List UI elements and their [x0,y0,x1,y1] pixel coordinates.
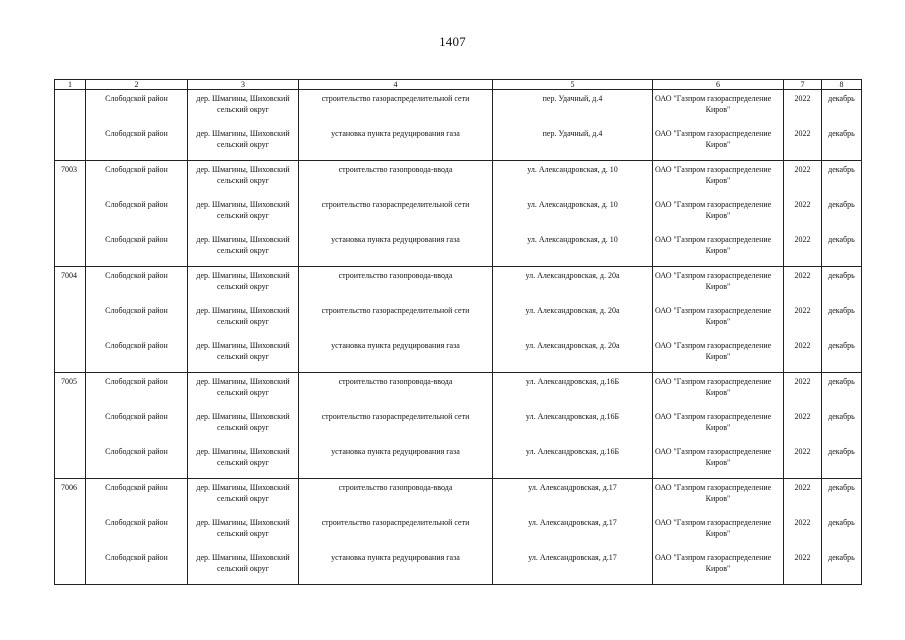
address-cell: ул. Александровская, д. 10 [493,196,653,231]
district-cell: Слободской район [86,161,188,197]
work-cell: установка пункта редуцирования газа [299,337,493,373]
organization-line: ОАО "Газпром газораспределение [655,483,772,492]
month-cell: декабрь [822,231,862,267]
district-cell: Слободской район [86,479,188,515]
settlement-cell [188,514,299,549]
address-cell: ул. Александровская, д. 10 [493,231,653,267]
settlement-line: сельский округ [217,458,269,467]
record-number: 7004 [55,267,86,303]
settlement-line: сельский округ [217,423,269,432]
organization-line: ОАО "Газпром газораспределение [655,94,772,103]
month-cell: декабрь [822,196,862,231]
address-cell: ул. Александровская, д. 20а [493,337,653,373]
column-header: 1 [55,80,86,90]
month-cell: декабрь [822,373,862,409]
year-cell: 2022 [784,90,822,126]
address-cell: ул. Александровская, д. 20а [493,302,653,337]
district-cell: Слободской район [86,267,188,303]
record-number [55,408,86,443]
settlement-line: сельский округ [217,176,269,185]
work-cell: строительство газораспределительной сети [299,514,493,549]
record-number [55,337,86,373]
settlement-cell [188,373,299,409]
settlement-cell [188,337,299,373]
month-cell: декабрь [822,337,862,373]
settlement-line: сельский округ [217,494,269,503]
organization-line: Киров" [705,176,731,185]
month-cell: декабрь [822,302,862,337]
table-row [55,443,862,479]
address-cell: ул. Александровская, д.17 [493,479,653,515]
settlement-cell [188,408,299,443]
address-cell: ул. Александровская, д.16Б [493,443,653,479]
month-cell: декабрь [822,125,862,161]
address-cell: ул. Александровская, д. 10 [493,161,653,197]
month-cell: декабрь [822,90,862,126]
work-cell: строительство газораспределительной сети [299,302,493,337]
organization-line: Киров" [705,458,731,467]
settlement-cell [188,90,299,126]
settlement-line: сельский округ [217,529,269,538]
organization-line: Киров" [705,140,731,149]
table-row [55,302,862,337]
year-cell: 2022 [784,514,822,549]
settlement-cell [188,443,299,479]
settlement-line: дер. Шмагины, Шиховский [196,129,290,138]
settlement-line: сельский округ [217,140,269,149]
month-cell: декабрь [822,549,862,585]
organization-line: ОАО "Газпром газораспределение [655,341,772,350]
table-row [55,267,862,303]
address-cell: ул. Александровская, д.17 [493,514,653,549]
record-number [55,90,86,126]
organization-line: ОАО "Газпром газораспределение [655,271,772,280]
organization-cell [653,302,784,337]
record-number [55,514,86,549]
column-header: 8 [822,80,862,90]
table-row [55,373,862,409]
settlement-line: дер. Шмагины, Шиховский [196,377,290,386]
settlement-line: дер. Шмагины, Шиховский [196,200,290,209]
settlement-line: дер. Шмагины, Шиховский [196,341,290,350]
year-cell: 2022 [784,161,822,197]
work-cell: установка пункта редуцирования газа [299,443,493,479]
column-header: 3 [188,80,299,90]
record-number [55,125,86,161]
year-cell: 2022 [784,125,822,161]
organization-cell [653,408,784,443]
district-cell: Слободской район [86,373,188,409]
settlement-cell [188,161,299,197]
table-row [55,90,862,126]
settlement-line: сельский округ [217,388,269,397]
organization-line: ОАО "Газпром газораспределение [655,447,772,456]
organization-line: ОАО "Газпром газораспределение [655,412,772,421]
organization-line: Киров" [705,494,731,503]
organization-line: ОАО "Газпром газораспределение [655,235,772,244]
year-cell: 2022 [784,231,822,267]
organization-line: ОАО "Газпром газораспределение [655,306,772,315]
organization-cell [653,161,784,197]
settlement-line: сельский округ [217,105,269,114]
year-cell: 2022 [784,479,822,515]
settlement-line: сельский округ [217,211,269,220]
organization-cell [653,231,784,267]
district-cell: Слободской район [86,90,188,126]
table-row [55,408,862,443]
work-cell: строительство газораспределительной сети [299,408,493,443]
record-number: 7003 [55,161,86,197]
settlement-line: сельский округ [217,352,269,361]
district-cell: Слободской район [86,231,188,267]
district-cell: Слободской район [86,514,188,549]
work-cell: установка пункта редуцирования газа [299,231,493,267]
organization-line: Киров" [705,388,731,397]
organization-line: ОАО "Газпром газораспределение [655,553,772,562]
organization-cell [653,549,784,585]
district-cell: Слободской район [86,337,188,373]
year-cell: 2022 [784,302,822,337]
month-cell: декабрь [822,408,862,443]
record-number [55,443,86,479]
work-cell: установка пункта редуцирования газа [299,549,493,585]
address-cell: ул. Александровская, д.16Б [493,408,653,443]
address-cell: ул. Александровская, д.16Б [493,373,653,409]
column-header: 7 [784,80,822,90]
work-cell: строительство газораспределительной сети [299,196,493,231]
table-row [55,549,862,585]
year-cell: 2022 [784,337,822,373]
register-table [54,79,862,585]
address-cell: ул. Александровская, д.17 [493,549,653,585]
column-header: 6 [653,80,784,90]
settlement-line: дер. Шмагины, Шиховский [196,165,290,174]
month-cell: декабрь [822,267,862,303]
table-row [55,161,862,197]
organization-cell [653,337,784,373]
month-cell: декабрь [822,443,862,479]
settlement-line: дер. Шмагины, Шиховский [196,483,290,492]
district-cell: Слободской район [86,302,188,337]
table-row [55,479,862,515]
organization-cell [653,373,784,409]
record-number: 7005 [55,373,86,409]
record-number [55,302,86,337]
district-cell: Слободской район [86,125,188,161]
organization-line: Киров" [705,246,731,255]
column-header: 2 [86,80,188,90]
year-cell: 2022 [784,267,822,303]
address-cell: пер. Удачный, д.4 [493,125,653,161]
settlement-line: дер. Шмагины, Шиховский [196,306,290,315]
year-cell: 2022 [784,196,822,231]
table-row [55,231,862,267]
organization-line: ОАО "Газпром газораспределение [655,200,772,209]
settlement-cell [188,302,299,337]
organization-line: Киров" [705,317,731,326]
settlement-cell [188,549,299,585]
column-header: 5 [493,80,653,90]
address-cell: пер. Удачный, д.4 [493,90,653,126]
organization-line: ОАО "Газпром газораспределение [655,518,772,527]
settlement-line: сельский округ [217,282,269,291]
year-cell: 2022 [784,549,822,585]
organization-cell [653,90,784,126]
record-number [55,549,86,585]
table-row [55,514,862,549]
record-number: 7006 [55,479,86,515]
work-cell: установка пункта редуцирования газа [299,125,493,161]
table-row [55,337,862,373]
settlement-line: дер. Шмагины, Шиховский [196,235,290,244]
address-cell: ул. Александровская, д. 20а [493,267,653,303]
settlement-line: сельский округ [217,317,269,326]
organization-line: Киров" [705,282,731,291]
work-cell: строительство газопровода-ввода [299,479,493,515]
month-cell: декабрь [822,514,862,549]
year-cell: 2022 [784,373,822,409]
settlement-cell [188,231,299,267]
table-row [55,196,862,231]
work-cell: строительство газопровода-ввода [299,267,493,303]
year-cell: 2022 [784,408,822,443]
settlement-line: сельский округ [217,564,269,573]
organization-cell [653,125,784,161]
organization-line: ОАО "Газпром газораспределение [655,129,772,138]
work-cell: строительство газопровода-ввода [299,373,493,409]
organization-line: Киров" [705,529,731,538]
organization-line: ОАО "Газпром газораспределение [655,377,772,386]
work-cell: строительство газораспределительной сети [299,90,493,126]
column-header: 4 [299,80,493,90]
settlement-line: дер. Шмагины, Шиховский [196,447,290,456]
settlement-cell [188,267,299,303]
organization-cell [653,479,784,515]
settlement-cell [188,479,299,515]
district-cell: Слободской район [86,408,188,443]
organization-cell [653,514,784,549]
organization-line: ОАО "Газпром газораспределение [655,165,772,174]
district-cell: Слободской район [86,196,188,231]
settlement-line: дер. Шмагины, Шиховский [196,271,290,280]
settlement-line: дер. Шмагины, Шиховский [196,518,290,527]
table-header-row [55,80,862,90]
record-number [55,196,86,231]
district-cell: Слободской район [86,443,188,479]
organization-line: Киров" [705,352,731,361]
settlement-cell [188,196,299,231]
settlement-line: дер. Шмагины, Шиховский [196,412,290,421]
settlement-line: сельский округ [217,246,269,255]
table-row [55,125,862,161]
organization-cell [653,443,784,479]
year-cell: 2022 [784,443,822,479]
page-number: 1407 [439,34,466,49]
settlement-line: дер. Шмагины, Шиховский [196,553,290,562]
organization-cell [653,196,784,231]
organization-line: Киров" [705,423,731,432]
organization-line: Киров" [705,105,731,114]
organization-cell [653,267,784,303]
settlement-cell [188,125,299,161]
month-cell: декабрь [822,479,862,515]
district-cell: Слободской район [86,549,188,585]
organization-line: Киров" [705,211,731,220]
organization-line: Киров" [705,564,731,573]
work-cell: строительство газопровода-ввода [299,161,493,197]
month-cell: декабрь [822,161,862,197]
settlement-line: дер. Шмагины, Шиховский [196,94,290,103]
record-number [55,231,86,267]
